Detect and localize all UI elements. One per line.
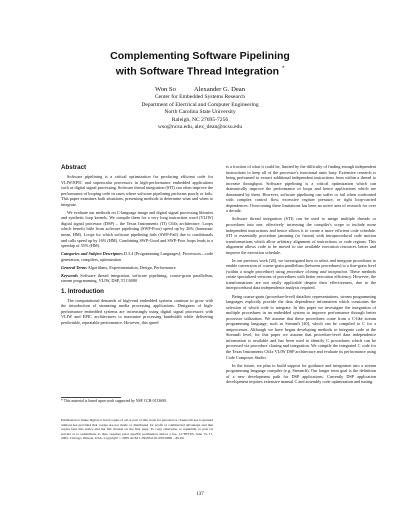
categories-paragraph	[61, 251, 213, 262]
author-block	[120, 86, 280, 131]
author-name-1: Won So	[155, 86, 176, 93]
categories-label: Categories and Subject Descriptors	[61, 251, 123, 257]
affiliation-line-1: Center for Embedded Systems Research	[154, 94, 246, 101]
introduction-paragraph-1: The computational demands of high-end embedded systems continue to grow with the introduction of streaming media processing applications. Designers of high-performance embedded systems are increasingly using digital signal processors with VLIW and EPIC architectures to maximize processing bandwidth while delivering predictable, repeatable performance. However, this speed	[61, 297, 213, 326]
terms-paragraph	[61, 265, 213, 271]
affiliation-line-2: Department of Electrical and Computer Engineering	[141, 101, 259, 108]
page-number: 137	[196, 492, 204, 497]
title-line-2	[60, 63, 340, 79]
keywords-paragraph	[61, 273, 213, 284]
footnote-rule	[61, 397, 121, 398]
paper-title	[60, 50, 340, 79]
terms-text: Algorithms, Experimentation, Design, Performance	[87, 264, 176, 270]
right-column	[226, 164, 376, 387]
title-footnote-mark: *	[281, 66, 285, 72]
author-emails: wso@ncsu.edu, alex_dean@ncsu.edu	[157, 124, 243, 131]
title-line-1: Complementing Software Pipelining	[110, 50, 290, 62]
right-paragraph-5: In the future, we plan to build support for guidance and integration into a stream programming language compiler (e.g. StreamIt). Our longer term goal is the definition of a new development path for DSP applications. Currently DSP application development requires extensive manual C and assembly code optimization and tuning.	[226, 362, 376, 385]
categories-text: D.3.4 [Programming Languages]: Processors—code generation, compilers, optimization	[61, 251, 213, 262]
right-paragraph-3-b: . These methods create specialized versions of procedures with better execution efficiency. However, the transformations are not easily applicable despite their effectiveness, due to the interprocedural data independence analysis required.	[226, 268, 376, 291]
author-name-2: Alexander G. Dean	[193, 86, 245, 93]
affiliation-line-3: North Carolina State University	[164, 109, 236, 116]
right-paragraph-3-a: In our previous work [26], we investigated how to select and integrate procedures to enable conversion of coarse-grain parallelism (between procedures) to a fine-grain level (within a single procedure) using	[226, 257, 376, 274]
introduction-heading: 1. Introduction	[61, 287, 104, 295]
abstract-paragraph-1: Software pipelining is a critical optimization for producing efficient code for VLIW/EPIC and superscalar processors in high-performance embedded applications such as digital signal processing. Software thread integration (STI) can often improve the performance of looping code in cases where software pipelining performs poorly or fails. This paper examines both situations, presenting methods to determine what and when to integrate.	[61, 174, 213, 207]
right-paragraph-2: Software thread integration (STI) can be used to merge multiple threads or procedures into one, effectively increasing the compiler's scope to include more independent instructions and hence allows it to create a more efficient code schedule. STI is essentially procedure jamming (or fusion) with intraprocedural code motion transformations which allow arbitrary alignment of instructions or code regions. This alignment allows code to be moved to use available execution resources better and improve the execution schedule.	[226, 216, 376, 255]
title-line-2-text: with Software Thread Integration	[115, 65, 280, 78]
keywords-label: Keywords	[61, 272, 78, 278]
left-column	[61, 164, 213, 328]
affiliation-line-4: Raleigh, NC 27695-7256	[171, 116, 229, 123]
abstract-heading: Abstract	[61, 164, 87, 171]
terms-label: General Terms	[61, 264, 87, 270]
permission-notice: Permission to make digital or hard copies of all or part of this work for personal or classroom use is granted without fee provided that copies are not made or distributed for profit or commercial advantage and that copies bear this notice and the full citation on the first page. To copy otherwise, to republish, to post on servers or to redistribute to lists, requires prior specific permission and/or a fee. LCTES'05, June 15–17, 2005, Chicago, Illinois, USA. Copyright © 2005 ACM 1-59593-018-3/05/0006 ...$5.00.	[61, 418, 213, 440]
abstract-paragraph-2: We evaluate our methods on C-language image and digital signal processing libraries and synthetic loop kernels. We compile them for a very long instruction word (VLIW) digital signal processor (DSP) – the Texas Instruments (TI) C64x architecture. Loops which benefit little from software pipelining (SWP-Poor) speed up by 26% (harmonic mean, HM). Loops for which software pipelining fails (SWP-Fail) due to conditionals and calls speed up by 16% (HM). Combining SWP-Good and SWP-Poor loops leads to a speedup of 55% (HM).	[61, 209, 213, 249]
keywords-text: Software thread integration, software pipelining, coarse-grain parallelism, stream programming, VLIW, DSP, TI C6000	[61, 272, 214, 284]
right-paragraph-3	[226, 258, 376, 291]
right-paragraph-4: Being coarse-grain (procedure-level) dataflow representations, stream programming languages explicitly provide the data dependence information which constrains the selection of which code to integrate. In this paper we investigate the integration of multiple procedures in an embedded system to improve performance through better processor utilization. We assume that these procedures come from a C-like stream programming language, such as StreamIt [40], which can be compiled to C for a uniprocessor. Although we have begun developing methods to integrate code at the StreamIt level, for this paper we assume that procedure-level data independence information is available and has been used to identify C procedures which can be processed via procedure cloning and integration. We compile the integrated C code for the Texas Instruments C64x VLIW DSP architecture and evaluate its performance using Code Composer Studio.	[226, 293, 376, 360]
right-paragraph-1: is a fraction of what it could be, limited by the difficulty of finding enough independent instructions to keep all of the processor's functional units busy. Extensive research is being performed to extract additional independent instructions from within a thread to increase throughput. Software pipelining is a critical optimization which can dramatically improve the performance of loops and hence applications which are dominated by them. However, software pipelining can suffer or fail when confronted with complex control flow, excessive register pressure, or tight loop-carried dependences. Overcoming these limitations has been an active area of research for over a decade.	[226, 164, 376, 214]
footnote: * This material is based upon work supported by NSF CCR-0133690.	[61, 399, 167, 403]
author-names	[120, 86, 280, 93]
right-paragraph-3-emphasis: procedure cloning and integration	[286, 268, 347, 274]
